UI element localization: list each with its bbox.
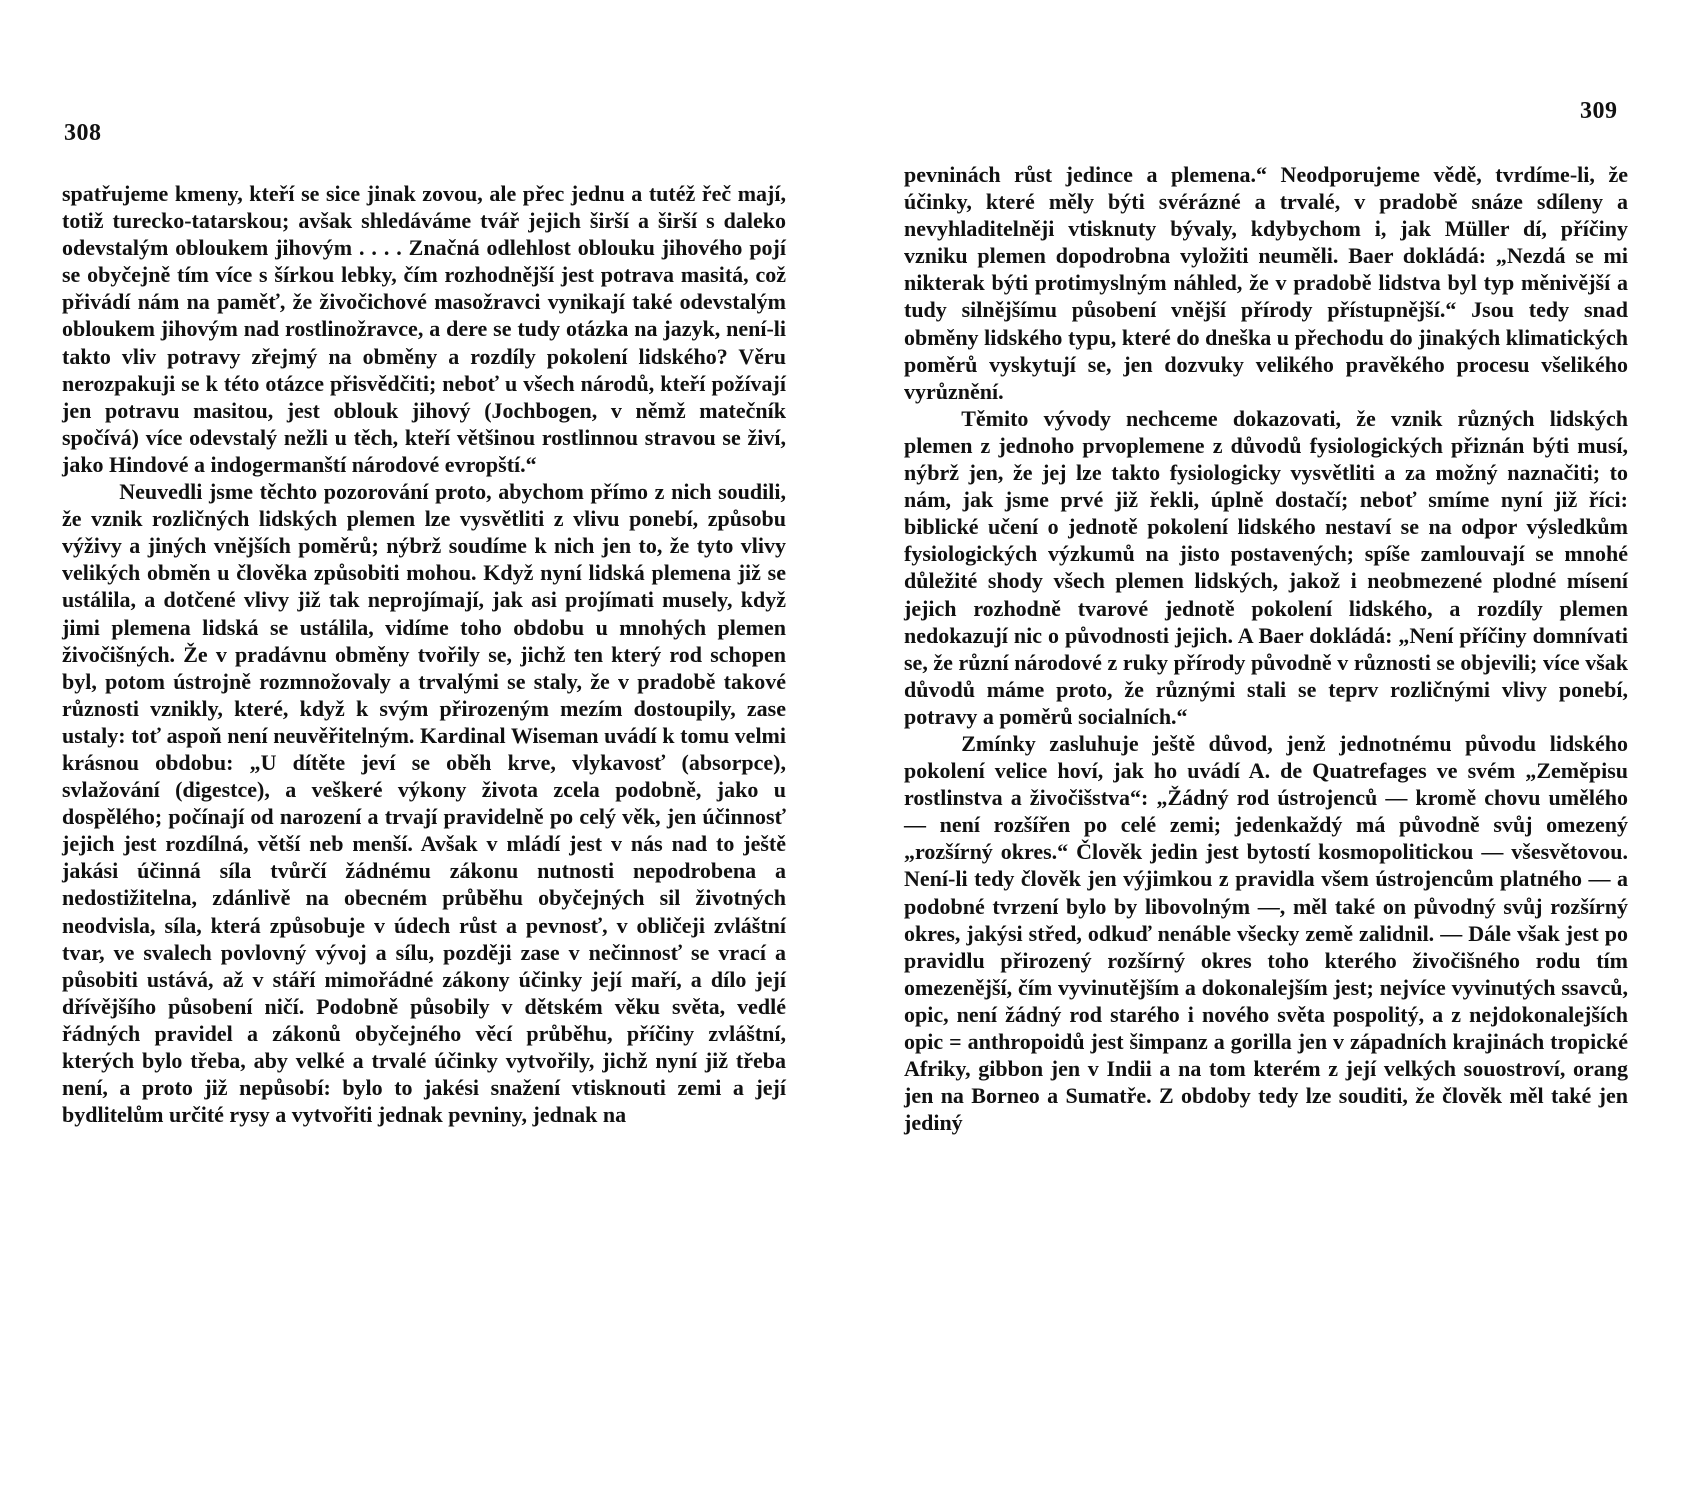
paragraph: Zmínky zasluhuje ještě důvod, jenž jednotnému původu lidského pokolení velice hoví, jak ho uvádí A. de Quatrefages ve svém „Zeměpisu rostlinstva a živočišstva“: „Žádný rod ústrojenců — kromě chovu umělého — není rozšířen po celé zemi; jedenkaždý má původně svůj omezený „rozšírný okres.“ Člověk jedin jest bytostí kosmopolitickou — všesvětovou. Není-li tedy člověk jen výjimkou z pravidla všem ústrojencům platného — a podobné tvrzení bylo by libovolným —, měl také on původný svůj rozšírný okres, jakýsi střed, odkuď nenáble všecky země zalidnil. — Dále však jest po pravidlu přirozený rozšírný okres toho kterého živočišného rodu tím omezenější, čím vyvinutějším a dokonalejším jest; nejvíce vyvinutých ssavců, opic, není žádný rod starého i nového světa pospolitý, a z nejdokonalejších opic = anthropoidů jest šimpanz a gorilla jen v západních krajinách tropické Afriky, gibbon jen v Indii a na tom kterém z její velkých souostroví, orang jen na Borneo a Sumatře. Z obdoby tedy lze souditi, že člověk měl také jen jediný — [904, 730, 1628, 1136]
right-page-body — [904, 161, 1628, 1136]
paragraph: Těmito vývody nechceme dokazovati, že vznik různých lidských plemen z jednoho prvoplemene z důvodů fysiologických přiznán býti musí, nýbrž jen, že jej lze takto fysiologicky vysvětliti a za možný naznačiti; to nám, jak jsme prvé již řekli, úplně dostačí; neboť smíme nyní již říci: biblické učení o jednotě pokolení lidského nestaví se na odpor výsledkům fysiologických výzkumů na jisto postavených; spíše zamlouvají se mnohé důležité shody všech plemen lidských, jakož i neobmezené plodné mísení jejich rozhodně tvarové jednotě pokolení lidského, a rozdíly plemen nedokazují nic o původnosti jejich. A Baer dokládá: „Není příčiny domnívati se, že různí národové z ruky přírody původně v různosti se objevili; více však důvodů máme proto, že různými stali se teprv rozličnými vlivy ponebí, potravy a poměrů socialních.“ — [904, 405, 1628, 729]
paragraph: Neuvedli jsme těchto pozorování proto, abychom přímo z nich soudili, že vznik rozličných lidských plemen lze vysvětliti z vlivu ponebí, způsobu výživy a jiných vnějších poměrů; nýbrž soudíme k nich jen to, že tyto vlivy velikých obměn u člověka způsobiti mohou. Když nyní lidská plemena již se ustálila, a dotčené vlivy již tak neprojímají, jak asi projímati musely, když jimi plemena lidská se ustálila, vidíme toho obdobu u mnohých plemen živočišných. Že v pradávnu obměny tvořily se, jichž ten který rod schopen byl, potom ústrojně rozmnožovaly a trvalými se staly, že v pradobě takové různosti vznikly, které, když k svým přirozeným mezím dostoupily, zase ustaly: toť aspoň není neuvěřitelným. Kardinal Wiseman uvádí k tomu velmi krásnou obdobu: „U dítěte jeví se oběh krve, vlykavosť (absorpce), svlažování (digestce), a veškeré výkony života zcela podobně, jako u dospělého; počínají od narození a trvají pravidelně po celý věk, jen účinnosť jejich jest rozdílná, větší neb menší. Avšak v mládí jest v nás nad to ještě jakási účinná síla tvůrčí žádnému zákonu nutnosti nepodrobena a nedostižitelna, zdánlivě na obecném průběhu obyčejných sil životných neodvisla, síla, která způsobuje v údech růst a pevnosť, v obličeji zvláštní tvar, ve svalech povlovný vývoj a sílu, později zase v nečinnosť se vrací a působiti ustává, až v stáří mimořádné zákony účinky její maří, a dílo její dřívějšího působení ničí. Podobně působily v dětském věku světa, vedlé řádných pravidel a zákonů obyčejného věcí průběhu, příčiny zvláštní, kterých bylo třeba, aby velké a trvalé účinky vytvořily, jichž nyní již třeba není, a proto již nepůsobí: bylo to jakési snažení vtisknouti zemi a její bydlitelům určité rysy a vytvořiti jednak pevniny, jednak na — [62, 479, 786, 1128]
left-page-body — [62, 180, 786, 1128]
paragraph: pevninách růst jedince a plemena.“ Neodporujeme vědě, tvrdíme-li, že účinky, které měly býti svérázné a trvalé, v pradobě snáze sdíleny a nevyhladitelněji vtisknuty bývaly, kdybychom i, jak Müller dí, příčiny vzniku plemen dopodrobna vyložiti neuměli. Baer dokládá: „Nezdá se mi nikterak býti protimyslným náhled, že v pradobě lidstva byl typ měnivější a tudy silnějšímu působení vnější přírody přístupnější.“ Jsou tedy snad obměny lidského typu, které do dneška u přechodu do jinakých klimatických poměrů vyskytují se, jen dozvuky velikého pravěkého procesu všelikého vyrůznění. — [904, 162, 1628, 404]
right-page — [842, 0, 1684, 1500]
page-number-left: 308 — [64, 120, 102, 146]
page-number-right: 309 — [1580, 98, 1618, 124]
paragraph: spatřujeme kmeny, kteří se sice jinak zovou, ale přec jednu a tutéž řeč mají, totiž turecko-tatarskou; avšak shledáváme tvář jejich širší a širší s daleko odevstalým obloukem jihovým . . . . Značná odlehlost oblouku jihového pojí se obyčejně tím více s šírkou lebky, čím rozhodnější jest potrava masitá, což přivádí nám na paměť, že živočichové masožravci vynikají také odevstalým obloukem jihovým nad rostlinožravce, a dere se tudy otázka na jazyk, není-li takto vliv potravy zřejmý na obměny a rozdíly pokolení lidského? Věru nerozpakuji se k této otázce přisvědčiti; neboť u všech národů, kteří požívají jen potravu masitou, jest oblouk jihový (Jochbogen, v němž matečník spočívá) více odevstalý nežli u těch, kteří většinou rostlinnou stravou se živí, jako Hindové a indogermanští národové evropští.“ — [62, 181, 786, 477]
